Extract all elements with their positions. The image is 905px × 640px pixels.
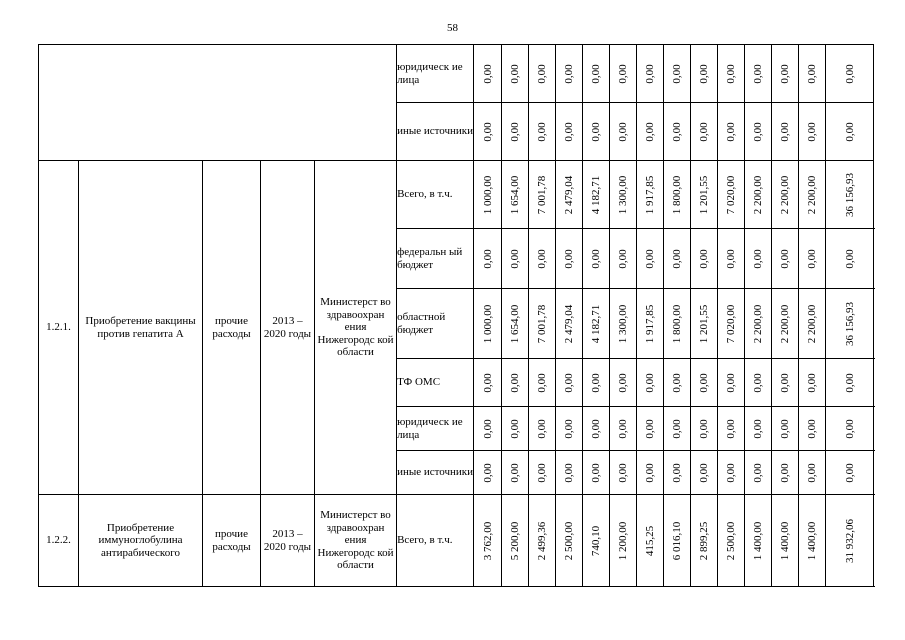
value-cell [772,289,799,359]
table-row [39,45,874,103]
value-cell [474,45,502,103]
value-text: 0,00 [671,418,684,439]
value-text: 0,00 [725,121,738,142]
total-cell [826,407,874,451]
value-cell [556,407,583,451]
source-cell: Всего, в т.ч. [397,161,474,229]
value-cell [474,161,502,229]
value-cell [718,45,745,103]
value-text: 1 300,00 [617,304,630,343]
value-cell [637,161,664,229]
value-text: 0,00 [806,121,819,142]
value-text: 0,00 [698,248,711,269]
value-text: 0,00 [644,372,657,393]
value-text: 1 800,00 [671,175,684,214]
value-cell [718,229,745,289]
value-text: 0,00 [752,418,765,439]
value-cell [529,45,556,103]
value-cell [529,229,556,289]
value-text: 0,00 [779,372,792,393]
value-cell [718,103,745,161]
value-cell [826,45,874,103]
value-text: 415,25 [644,525,657,556]
value-cell [772,45,799,103]
value-text: 36 156,93 [843,172,856,217]
value-text: 0,00 [563,63,576,84]
value-cell [799,451,826,495]
value-cell [691,451,718,495]
value-cell [474,229,502,289]
measure-number: 1.2.2. [39,495,79,587]
value-text: 0,00 [698,462,711,483]
value-text: 0,00 [563,372,576,393]
value-cell [637,289,664,359]
total-cell [826,161,874,229]
value-cell [610,45,637,103]
value-cell [799,495,826,587]
budget-table [38,44,874,587]
value-text: 0,00 [536,372,549,393]
value-cell [664,45,691,103]
value-cell [637,451,664,495]
value-cell [664,495,691,587]
value-text: 0,00 [752,462,765,483]
value-cell [799,161,826,229]
value-cell [502,161,529,229]
value-text: 4 182,71 [590,304,603,343]
executor: Министерст во здравоохран ения Нижегородс кой области [315,161,397,495]
value-cell [745,359,772,407]
value-text: 0,00 [536,418,549,439]
value-text: 1 400,00 [752,521,765,560]
source-cell: федеральн ый бюджет [397,229,474,289]
value-text: 7 001,78 [536,175,549,214]
value-text: 0,00 [509,248,522,269]
value-text: 0,00 [698,121,711,142]
value-text: 2 899,25 [698,521,711,560]
value-cell [826,103,874,161]
value-text: 0,00 [617,462,630,483]
blank-merged-cell [39,45,397,161]
value-text: 7 020,00 [725,175,738,214]
value-text: 0,00 [698,372,711,393]
value-cell [610,161,637,229]
value-cell [745,229,772,289]
value-text: 2 200,00 [779,175,792,214]
source-cell: иные источники [397,451,474,495]
total-cell [826,229,874,289]
value-text: 0,00 [725,63,738,84]
value-text: 0,00 [644,121,657,142]
value-text: 0,00 [725,372,738,393]
total-cell [826,289,874,359]
value-text: 2 499,36 [536,521,549,560]
value-text: 0,00 [644,63,657,84]
value-text: 0,00 [671,63,684,84]
value-text: 0,00 [590,462,603,483]
value-cell [745,451,772,495]
value-text: 0,00 [590,121,603,142]
value-text: 0,00 [843,418,856,439]
table-row [39,495,874,587]
value-text: 0,00 [590,248,603,269]
total-cell [826,451,874,495]
value-cell [474,451,502,495]
value-cell [529,161,556,229]
value-cell [664,103,691,161]
value-cell [664,161,691,229]
value-cell [718,451,745,495]
value-text: 0,00 [617,63,630,84]
value-cell [556,161,583,229]
period: 2013 – 2020 годы [261,495,315,587]
value-cell [556,495,583,587]
value-text: 0,00 [617,418,630,439]
executor: Министерст во здравоохран ения Нижегородс кой области [315,495,397,587]
value-text: 2 200,00 [806,175,819,214]
value-text: 0,00 [563,462,576,483]
value-cell [637,407,664,451]
value-cell [583,229,610,289]
value-cell [718,359,745,407]
value-text: 0,00 [752,121,765,142]
value-text: 1 800,00 [671,304,684,343]
value-cell [583,161,610,229]
value-text: 0,00 [590,63,603,84]
value-cell [556,451,583,495]
value-text: 2 200,00 [752,304,765,343]
value-text: 0,00 [725,248,738,269]
value-cell [556,289,583,359]
value-cell [474,103,502,161]
value-text: 0,00 [779,63,792,84]
value-cell [474,359,502,407]
value-cell [799,289,826,359]
value-cell [502,103,529,161]
value-text: 6 016,10 [671,521,684,560]
value-cell [799,407,826,451]
value-text: 5 200,00 [509,521,522,560]
value-text: 0,00 [536,462,549,483]
value-text: 0,00 [563,418,576,439]
value-cell [664,359,691,407]
expense-type: прочие расходы [203,495,261,587]
value-cell [772,495,799,587]
measure-name: Приобретение вакцины против гепатита А [79,161,203,495]
value-text: 0,00 [590,418,603,439]
value-text: 1 201,55 [698,175,711,214]
value-cell [583,45,610,103]
value-cell [718,161,745,229]
value-cell [691,229,718,289]
source-cell: областной бюджет [397,289,474,359]
total-cell [826,359,874,407]
value-text: 0,00 [590,372,603,393]
value-cell [502,289,529,359]
value-cell [502,45,529,103]
value-text: 0,00 [481,121,494,142]
value-cell [610,289,637,359]
value-cell [474,289,502,359]
value-text: 0,00 [779,248,792,269]
value-text: 2 479,04 [563,304,576,343]
value-text: 0,00 [617,372,630,393]
value-text: 0,00 [806,418,819,439]
value-text: 0,00 [509,121,522,142]
value-text: 0,00 [481,248,494,269]
value-cell [529,451,556,495]
value-cell [610,451,637,495]
value-cell [556,359,583,407]
value-text: 4 182,71 [590,175,603,214]
value-text: 0,00 [563,121,576,142]
value-text: 1 400,00 [806,521,819,560]
value-text: 2 200,00 [806,304,819,343]
value-cell [583,103,610,161]
value-text: 0,00 [843,462,856,483]
value-text: 3 762,00 [481,521,494,560]
value-text: 0,00 [671,248,684,269]
value-text: 0,00 [509,63,522,84]
value-text: 0,00 [779,121,792,142]
value-cell [583,407,610,451]
value-text: 2 200,00 [752,175,765,214]
value-cell [772,161,799,229]
value-text: 0,00 [725,418,738,439]
value-cell [556,45,583,103]
value-cell [691,289,718,359]
value-text: 0,00 [725,462,738,483]
value-cell [474,407,502,451]
value-cell [799,103,826,161]
value-text: 0,00 [843,248,856,269]
value-cell [745,407,772,451]
total-cell [826,495,874,587]
source-cell: Всего, в т.ч. [397,495,474,587]
value-cell [610,103,637,161]
value-text: 7 020,00 [725,304,738,343]
value-text: 0,00 [536,63,549,84]
value-cell [556,103,583,161]
value-cell [745,103,772,161]
value-text: 0,00 [752,63,765,84]
value-text: 0,00 [644,418,657,439]
value-cell [529,495,556,587]
value-text: 2 200,00 [779,304,792,343]
measure-name: Приобретение иммуноглобулина антирабического [79,495,203,587]
value-text: 1 000,00 [481,304,494,343]
value-text: 0,00 [843,372,856,393]
expense-type: прочие расходы [203,161,261,495]
value-text: 0,00 [671,462,684,483]
value-cell [610,229,637,289]
value-cell [772,451,799,495]
value-text: 0,00 [779,462,792,483]
value-text: 2 479,04 [563,175,576,214]
value-text: 0,00 [698,418,711,439]
value-text: 0,00 [671,121,684,142]
value-cell [474,495,502,587]
period: 2013 – 2020 годы [261,161,315,495]
value-text: 0,00 [806,372,819,393]
value-text: 0,00 [843,121,856,142]
value-cell [583,495,610,587]
value-text: 0,00 [806,63,819,84]
value-text: 0,00 [509,372,522,393]
value-cell [664,407,691,451]
value-cell [745,289,772,359]
value-text: 2 500,00 [725,521,738,560]
value-cell [664,289,691,359]
value-cell [610,495,637,587]
value-cell [772,103,799,161]
source-cell: юридическ ие лица [397,407,474,451]
value-text: 0,00 [752,372,765,393]
value-text: 0,00 [806,248,819,269]
value-cell [502,451,529,495]
value-cell [772,407,799,451]
value-cell [637,45,664,103]
value-text: 0,00 [536,121,549,142]
value-cell [772,229,799,289]
value-cell [529,359,556,407]
value-text: 0,00 [509,418,522,439]
value-text: 0,00 [617,248,630,269]
value-text: 0,00 [481,462,494,483]
value-cell [691,45,718,103]
value-text: 1 200,00 [617,521,630,560]
value-cell [691,495,718,587]
value-cell [583,359,610,407]
value-cell [529,407,556,451]
value-text: 0,00 [698,63,711,84]
source-cell: юридическ ие лица [397,45,474,103]
value-text: 1 654,00 [509,304,522,343]
value-cell [610,407,637,451]
value-cell [799,359,826,407]
table-row [39,161,874,229]
value-text: 1 400,00 [779,521,792,560]
value-cell [637,495,664,587]
value-cell [745,45,772,103]
value-text: 1 300,00 [617,175,630,214]
value-text: 0,00 [644,248,657,269]
value-text: 0,00 [671,372,684,393]
value-cell [637,359,664,407]
value-cell [502,359,529,407]
measure-number: 1.2.1. [39,161,79,495]
value-text: 0,00 [843,63,856,84]
value-cell [502,229,529,289]
value-cell [502,407,529,451]
source-cell: ТФ ОМС [397,359,474,407]
value-cell [583,451,610,495]
value-text: 36 156,93 [843,301,856,346]
value-cell [637,229,664,289]
value-text: 0,00 [509,462,522,483]
value-text: 0,00 [806,462,819,483]
value-cell [691,103,718,161]
value-text: 1 000,00 [481,175,494,214]
value-text: 7 001,78 [536,304,549,343]
value-cell [799,45,826,103]
value-cell [691,359,718,407]
value-cell [745,161,772,229]
value-cell [718,407,745,451]
value-cell [772,359,799,407]
value-text: 1 654,00 [509,175,522,214]
value-cell [664,229,691,289]
value-text: 0,00 [563,248,576,269]
value-cell [691,161,718,229]
value-cell [664,451,691,495]
value-cell [718,495,745,587]
value-cell [718,289,745,359]
source-cell: иные источники [397,103,474,161]
value-text: 1 201,55 [698,304,711,343]
value-text: 0,00 [481,63,494,84]
value-text: 0,00 [536,248,549,269]
value-text: 740,10 [590,525,603,556]
value-text: 0,00 [779,418,792,439]
value-cell [799,229,826,289]
value-text: 1 917,85 [644,175,657,214]
value-cell [691,407,718,451]
page-number: 58 [447,22,458,34]
value-text: 0,00 [481,418,494,439]
value-cell [556,229,583,289]
value-text: 0,00 [644,462,657,483]
value-cell [529,103,556,161]
value-cell [745,495,772,587]
value-text: 0,00 [617,121,630,142]
value-text: 2 500,00 [563,521,576,560]
value-cell [583,289,610,359]
value-cell [502,495,529,587]
value-cell [610,359,637,407]
value-text: 0,00 [752,248,765,269]
value-text: 1 917,85 [644,304,657,343]
value-text: 0,00 [481,372,494,393]
value-cell [529,289,556,359]
value-cell [637,103,664,161]
value-text: 31 932,06 [843,518,856,563]
